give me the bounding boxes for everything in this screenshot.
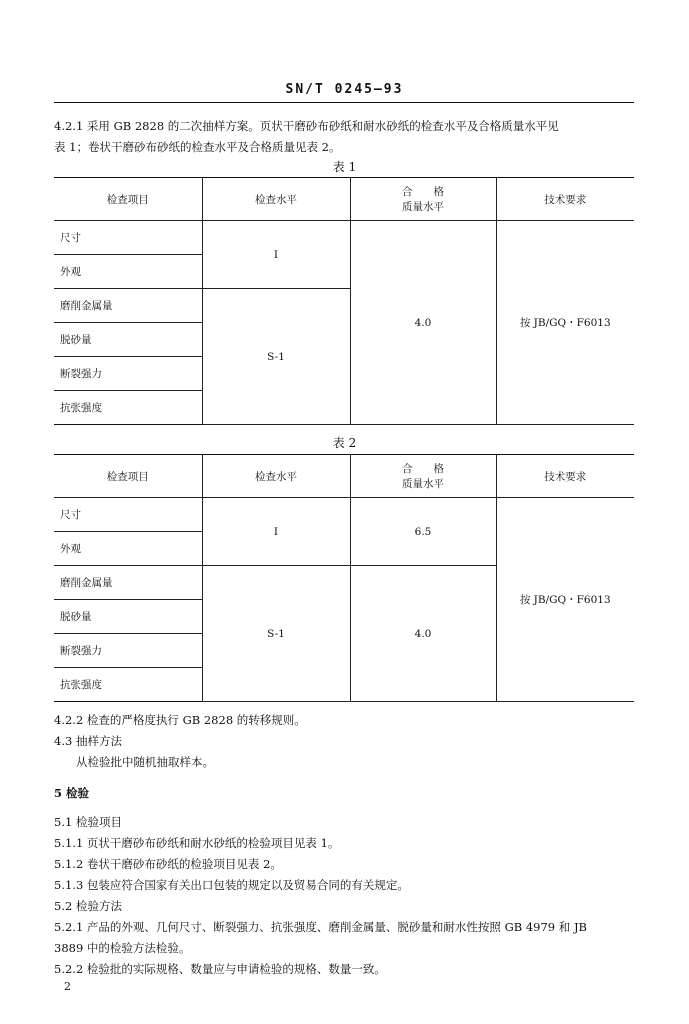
- para-5-2-1-line2: 3889 中的检验方法检验。: [54, 941, 191, 955]
- heading-5-2: 5.2 检验方法: [54, 899, 122, 913]
- t2-header-aql: [350, 455, 496, 498]
- t1-item-metal-removal: 磨削金属量: [54, 289, 202, 323]
- intro-line-1: 4.2.1 采用 GB 2828 的二次抽样方案。页状干磨砂布砂纸和耐水砂纸的检查水平及合格质量水平见: [54, 119, 559, 133]
- t2-header-item: 检查项目: [54, 455, 202, 498]
- t2-item-metal-removal: 磨削金属量: [54, 566, 202, 600]
- intro-line-2: 表 1；卷状干磨砂布砂纸的检查水平及合格质量见表 2。: [54, 140, 341, 154]
- t1-header-level: 检查水平: [202, 178, 350, 221]
- t2-item-appearance: 外观: [54, 532, 202, 566]
- table-2: [54, 454, 634, 702]
- t2-item-break-strength: 断裂强力: [54, 634, 202, 668]
- t2-level-b: S-1: [202, 566, 350, 702]
- t1-item-tensile: 抗张强度: [54, 391, 202, 425]
- t2-aql-a: 6.5: [350, 498, 496, 566]
- t2-header-level: 检查水平: [202, 455, 350, 498]
- t1-item-grit-loss: 脱砂量: [54, 323, 202, 357]
- t1-header-aql: [350, 178, 496, 221]
- t1-item-break-strength: 断裂强力: [54, 357, 202, 391]
- t1-header-aql-line1: 合 格: [402, 186, 444, 198]
- t1-header-aql-line2: 质量水平: [402, 201, 444, 213]
- t2-aql-b: 4.0: [350, 566, 496, 702]
- t2-header-aql-line2: 质量水平: [402, 478, 444, 490]
- para-4-3-text: 从检验批中随机抽取样本。: [76, 755, 214, 769]
- t2-item-tensile: 抗张强度: [54, 668, 202, 702]
- t1-item-size: 尺寸: [54, 221, 202, 255]
- t1-header-item: 检查项目: [54, 178, 202, 221]
- t1-level-b: S-1: [202, 289, 350, 425]
- t1-item-appearance: 外观: [54, 255, 202, 289]
- para-5-2-1-line1: 5.2.1 产品的外观、几何尺寸、断裂强力、抗张强度、磨削金属量、脱砂量和耐水性按照 GB 4979 和 JB: [54, 920, 587, 934]
- t1-tech: 按 JB/GQ・F6013: [496, 221, 634, 425]
- t2-header-tech: 技术要求: [496, 455, 634, 498]
- para-5-1-2: 5.1.2 卷状干磨砂布砂纸的检验项目见表 2。: [54, 857, 282, 871]
- para-4-2-2: 4.2.2 检查的严格度执行 GB 2828 的转移规则。: [54, 713, 306, 727]
- t1-aql: 4.0: [350, 221, 496, 425]
- page-number: 2: [64, 980, 71, 993]
- t2-header-aql-line1: 合 格: [402, 463, 444, 475]
- heading-4-3: 4.3 抽样方法: [54, 734, 122, 748]
- para-5-1-3: 5.1.3 包装应符合国家有关出口包装的规定以及贸易合同的有关规定。: [54, 878, 409, 892]
- t2-level-a: Ⅰ: [202, 498, 350, 566]
- heading-5: 5 检验: [54, 786, 90, 800]
- para-5-1-1: 5.1.1 页状干磨砂布砂纸和耐水砂纸的检验项目见表 1。: [54, 836, 340, 850]
- t2-item-size: 尺寸: [54, 498, 202, 532]
- t2-item-grit-loss: 脱砂量: [54, 600, 202, 634]
- header-rule: [54, 102, 634, 103]
- para-5-2-2: 5.2.2 检验批的实际规格、数量应与申请检验的规格、数量一致。: [54, 962, 386, 976]
- table2-caption: 表 2: [332, 436, 357, 450]
- t1-level-a: Ⅰ: [202, 221, 350, 289]
- t2-tech: 按 JB/GQ・F6013: [496, 498, 634, 702]
- table-1: [54, 177, 634, 425]
- standard-code: SN/T 0245—93: [285, 82, 404, 97]
- heading-5-1: 5.1 检验项目: [54, 815, 122, 829]
- table1-caption: 表 1: [332, 160, 357, 174]
- t1-header-tech: 技术要求: [496, 178, 634, 221]
